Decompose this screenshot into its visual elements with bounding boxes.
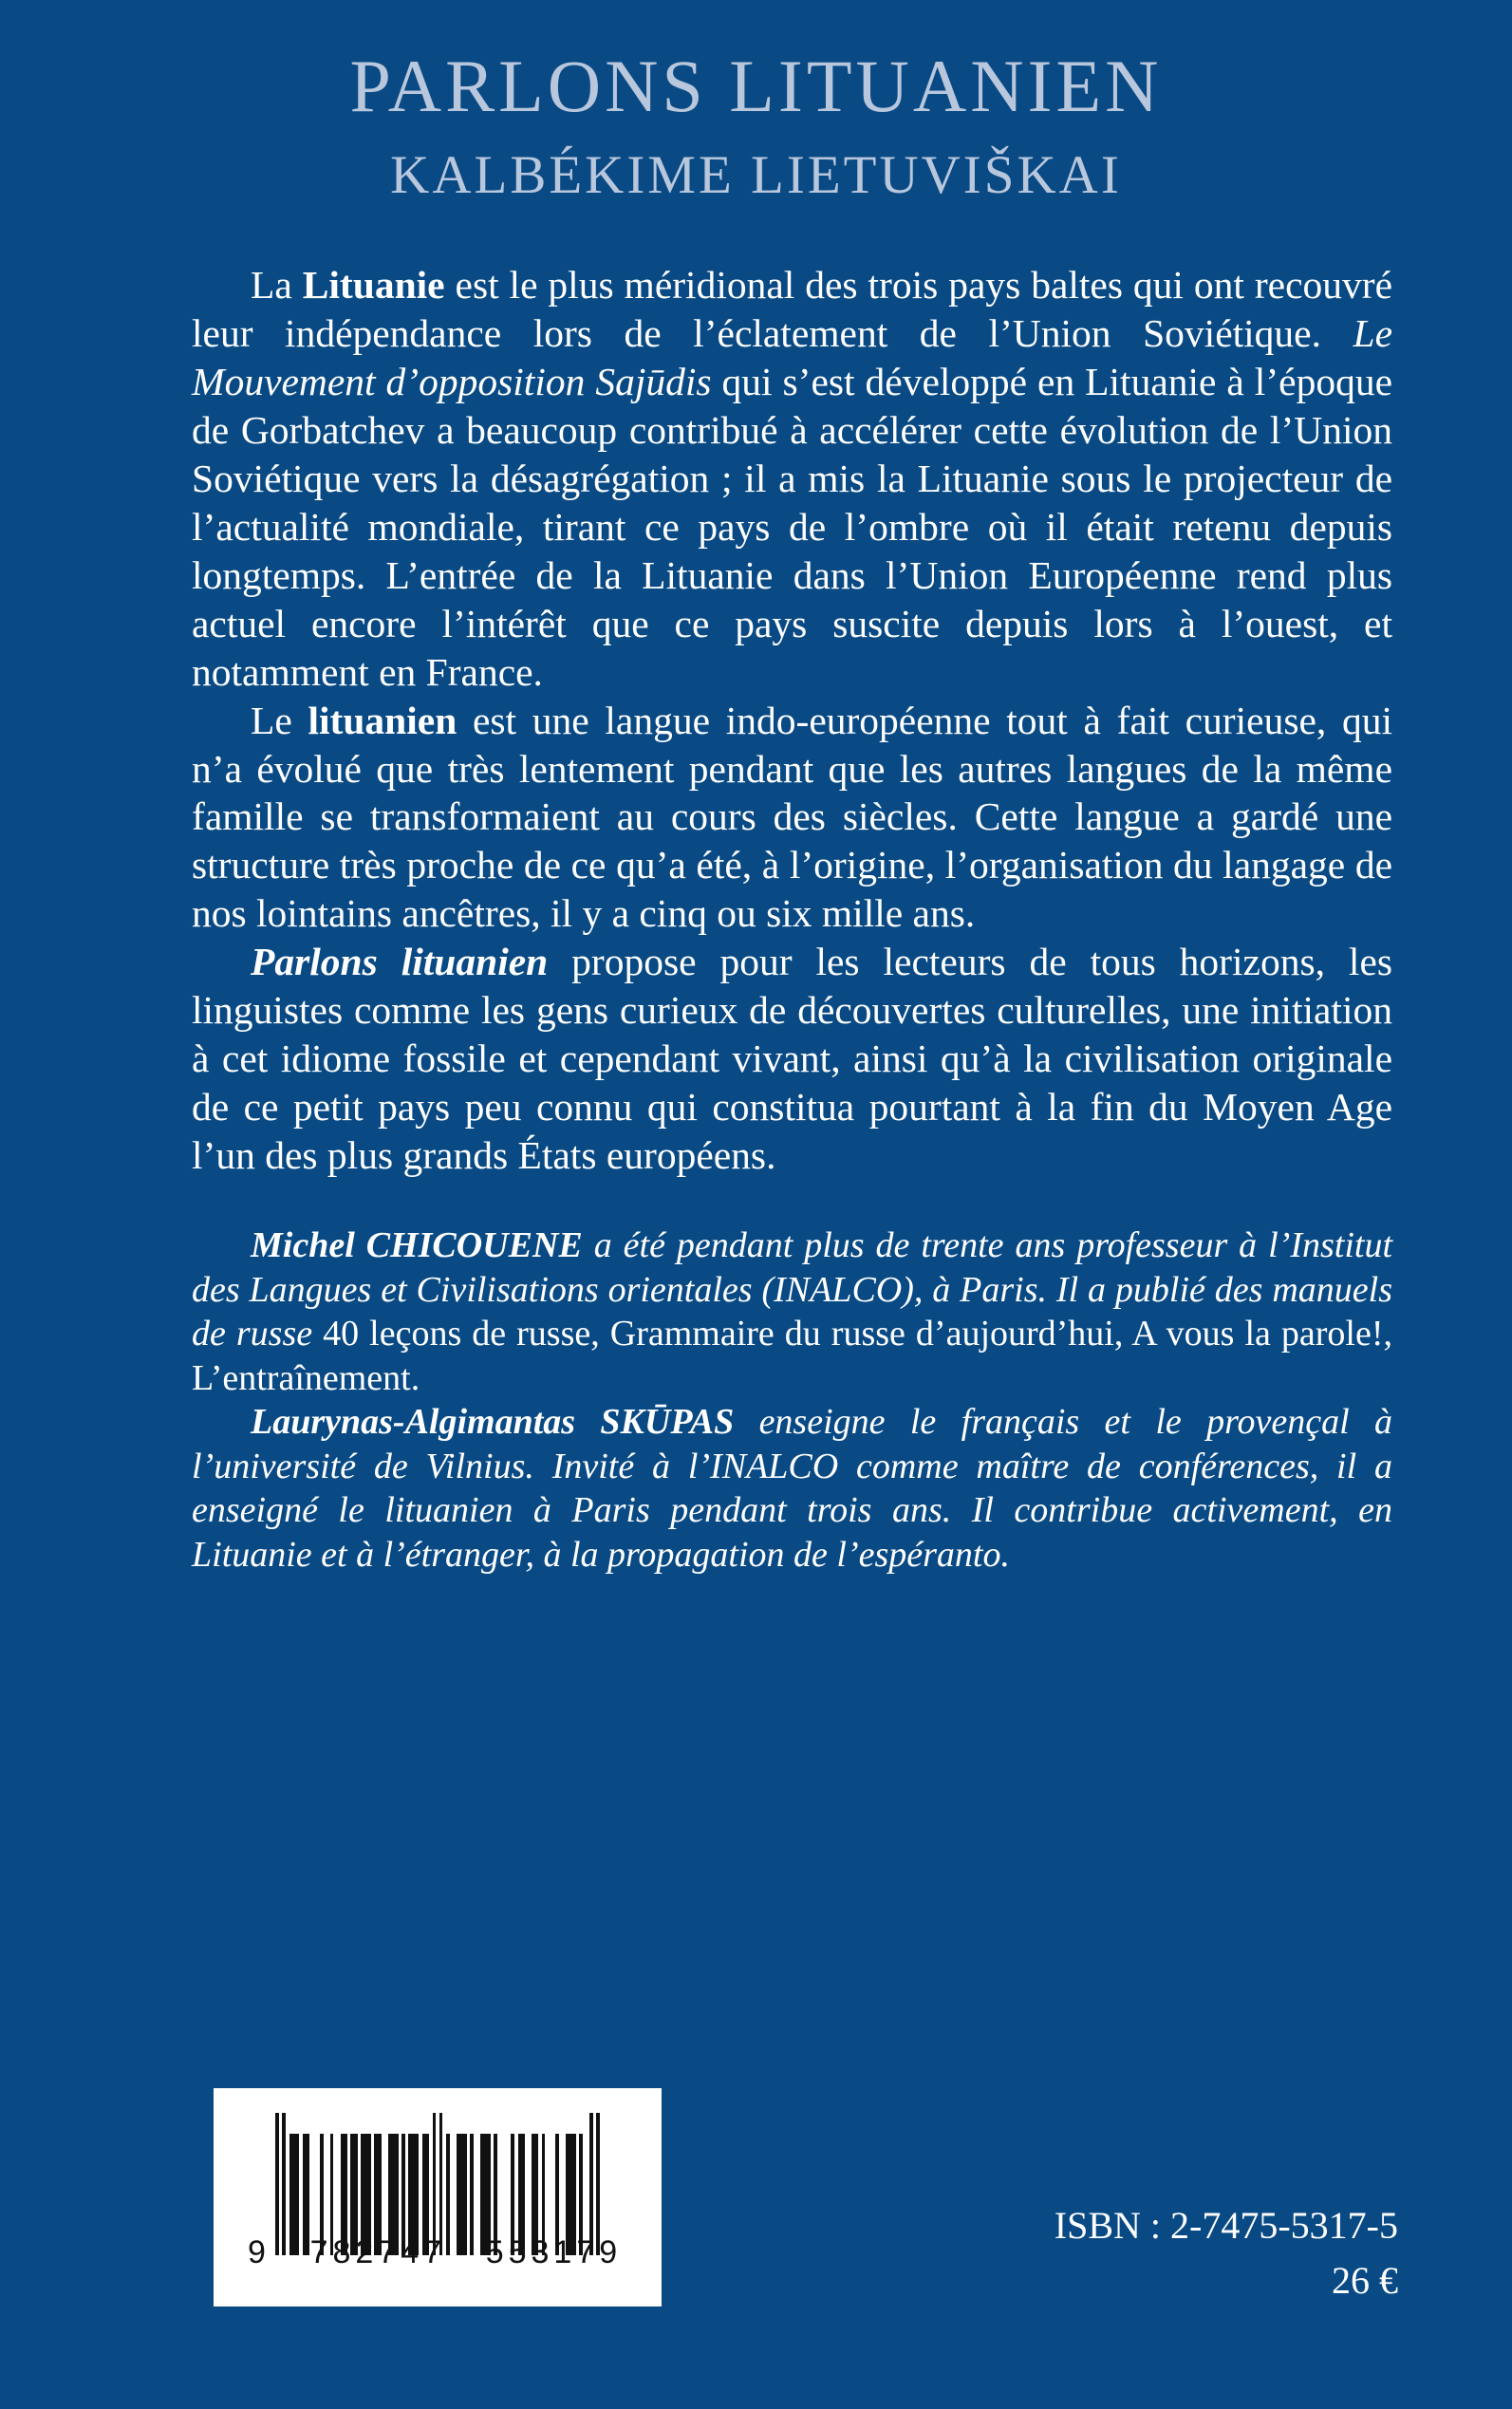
author-bio-skupas: [192, 1400, 1392, 1577]
barcode-bar: [289, 2134, 300, 2255]
paragraph-1-italic-sajudis: Le Mouvement d’opposition Sajūdis: [192, 310, 1392, 403]
author-bio-chicouene-text: a été pendant plus de trente ans professeur à l’Institut des Langues et Civilisations orientales (INALCO), à Paris. Il a publié des manuels de russe: [192, 1225, 1392, 1354]
price-text: 26 €: [1332, 2259, 1398, 2302]
cover-footer: [0, 2088, 1512, 2373]
barcode-left-digits: 782747: [309, 2234, 447, 2270]
paragraph-2-part-a: Le: [251, 698, 308, 742]
paragraph-3-part-b: propose pour les lecteurs de tous horizons, les linguistes comme les gens curieux de découvertes culturelles, une initiation à cet idiome fossile et cependant vivant, ainsi qu’à la civilisation originale de ce petit pays peu connu qui constitua pourtant à la fin du Moyen Age l’un des plus grands États européens.: [192, 940, 1393, 1178]
barcode-lead-digit: 9: [248, 2234, 267, 2270]
paragraph-1-bold-lituanie: Lituanie: [302, 263, 445, 307]
paragraph-2: [192, 697, 1392, 939]
author-bio-chicouene-works: 40 leçons de russe, Grammaire du russe d’aujourd’hui, A vous la parole!, L’entraînement.: [192, 1314, 1392, 1398]
isbn-text: ISBN : 2-7475-5317-5: [1054, 2204, 1398, 2247]
paragraph-1-part-b: est le plus méridional des trois pays baltes qui ont recouvré leur indépendance lors de l’éclatement de l’Union Soviétique.: [192, 263, 1392, 355]
blurb-text: [192, 261, 1392, 1180]
paragraph-3: [192, 938, 1392, 1180]
title-block: [0, 0, 1512, 205]
isbn-block: [1055, 2198, 1398, 2308]
author-bios: [192, 1223, 1392, 1577]
paragraph-1-part-c: qui s’est développé en Lituanie à l’époque de Gorbatchev a beaucoup contribué à accélérer cette évolution de l’Union Soviétique vers la désagrégation ; il a mis la Lituanie sous le projecteur de l’actualité mondiale, tirant ce pays de l’ombre où il était retenu depuis longtemps. L’entrée de la Lituanie dans l’Union Européenne rend plus actuel encore l’intérêt que ce pays suscite depuis lors à l’ouest, et notamment en France.: [192, 359, 1392, 694]
author-name-chicouene: Michel CHICOUENE: [251, 1225, 583, 1266]
author-bio-skupas-text: enseigne le français et le provençal à l’université de Vilnius. Invité à l’INALCO comme maître de conférences, il a enseigné le lituanien à Paris pendant trois ans. Il contribue activement, en Lituanie et à l’étranger, à la propagation de l’espéranto.: [192, 1402, 1392, 1575]
paragraph-2-part-b: est une langue indo-européenne tout à fait curieuse, qui n’a évolué que très lentement pendant que les autres langues de la même famille se transformaient au cours des siècles. Cette langue a gardé une structure très proche de ce qu’a été, à l’origine, l’organisation du langage de nos lointains ancêtres, il y a cinq ou six mille ans.: [192, 698, 1392, 936]
author-bio-chicouene: [192, 1223, 1392, 1400]
barcode-digits: [246, 2234, 629, 2271]
paragraph-2-bold-lituanien: lituanien: [308, 698, 457, 742]
barcode: [214, 2088, 662, 2306]
barcode-bar: [457, 2134, 467, 2255]
page-subtitle: KALBÉKIME LIETUVIŠKAI: [390, 145, 1122, 205]
paragraph-1-part-a: La: [251, 263, 303, 307]
page-title: PARLONS LITUANIEN: [349, 45, 1163, 127]
barcode-right-digits: 553179: [485, 2234, 623, 2270]
paragraph-3-italic-title: Parlons lituanien: [251, 940, 549, 984]
paragraph-1: [192, 261, 1392, 697]
author-name-skupas: Laurynas-Algimantas SKŪPAS: [251, 1402, 735, 1443]
